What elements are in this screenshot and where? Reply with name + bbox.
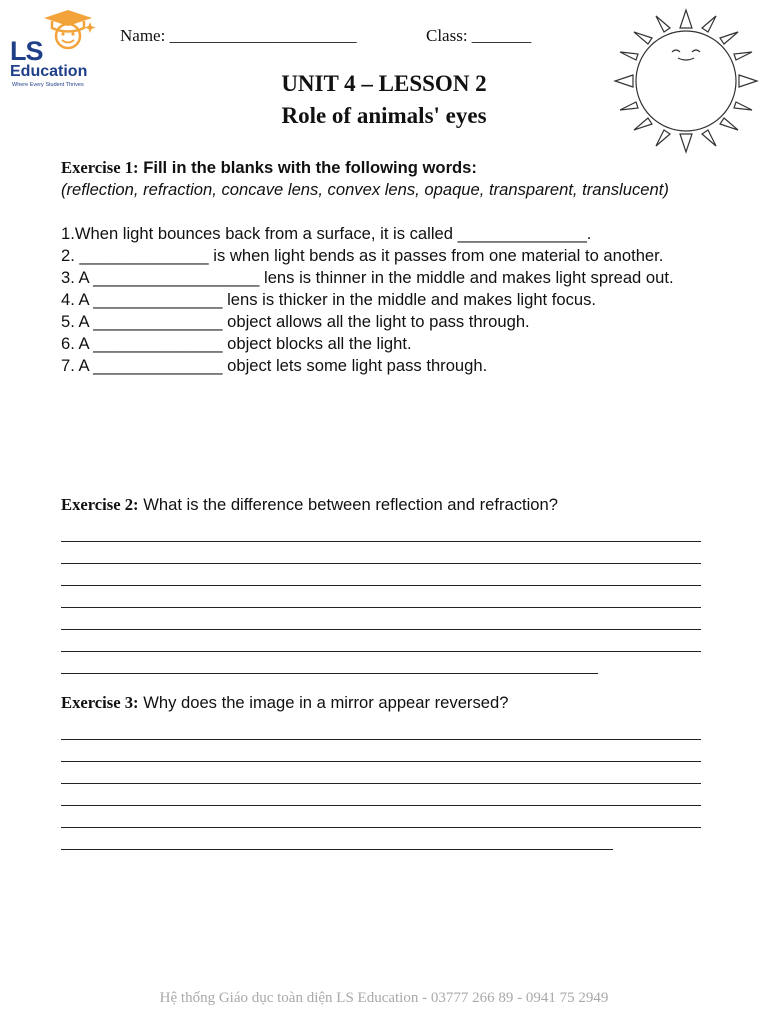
- answer-line[interactable]: [61, 542, 701, 564]
- question-7: 7. A ______________ object lets some light pass through.: [61, 356, 488, 375]
- question-2: 2. ______________ is when light bends as it passes from one material to another.: [61, 246, 664, 265]
- exercise-1: [61, 157, 721, 377]
- exercise-1-heading: [61, 157, 721, 179]
- graduation-cap-icon: [38, 8, 98, 52]
- exercise-3-question: Why does the image in a mirror appear reversed?: [143, 693, 509, 712]
- answer-line[interactable]: [61, 564, 701, 586]
- answer-line[interactable]: [61, 806, 701, 828]
- exercise-3-answer-lines[interactable]: [61, 718, 721, 850]
- answer-line[interactable]: [61, 784, 701, 806]
- answer-line[interactable]: [61, 652, 598, 674]
- exercise-1-label: Exercise 1:: [61, 158, 139, 177]
- question-3: 3. A __________________ lens is thinner in the middle and makes light spread out.: [61, 268, 674, 287]
- exercise-3-heading: [61, 692, 721, 714]
- exercise-2-label: Exercise 2:: [61, 495, 139, 514]
- logo-brand: LS: [10, 36, 43, 66]
- question-6: 6. A ______________ object blocks all the light.: [61, 334, 412, 353]
- sun-drawing-icon: [612, 6, 760, 156]
- question-1: 1.When light bounces back from a surface, it is called ______________.: [61, 224, 592, 243]
- answer-line[interactable]: [61, 586, 701, 608]
- exercise-1-word-bank: (reflection, refraction, concave lens, convex lens, opaque, transparent, translucent): [61, 180, 669, 199]
- answer-line[interactable]: [61, 630, 701, 652]
- exercise-2-answer-lines[interactable]: [61, 520, 721, 674]
- answer-line[interactable]: [61, 718, 701, 740]
- answer-line[interactable]: [61, 520, 701, 542]
- logo-tagline: Where Every Student Thrives: [12, 82, 84, 88]
- lesson-subtitle: Role of animals' eyes: [281, 103, 487, 128]
- answer-line[interactable]: [61, 762, 701, 784]
- exercise-2: [61, 494, 721, 674]
- answer-line[interactable]: [61, 740, 701, 762]
- unit-lesson-title: UNIT 4 – LESSON 2: [281, 71, 487, 96]
- answer-line[interactable]: [61, 828, 613, 850]
- name-field-label: Name: ______________________: [120, 26, 357, 45]
- logo-name: Education: [10, 63, 88, 80]
- answer-line[interactable]: [61, 608, 701, 630]
- exercise-2-question: What is the difference between reflection and refraction?: [143, 495, 558, 514]
- question-4: 4. A ______________ lens is thicker in the middle and makes light focus.: [61, 290, 597, 309]
- question-5: 5. A ______________ object allows all the light to pass through.: [61, 312, 530, 331]
- exercise-3: [61, 692, 721, 850]
- class-field-label: Class: _______: [426, 26, 532, 45]
- exercise-1-instruction: Fill in the blanks with the following words:: [143, 158, 477, 177]
- page-footer: Hệ thống Giáo dục toàn diện LS Education - 03777 266 89 - 0941 75 2949: [159, 990, 609, 1006]
- exercise-3-label: Exercise 3:: [61, 693, 139, 712]
- exercise-2-heading: [61, 494, 721, 516]
